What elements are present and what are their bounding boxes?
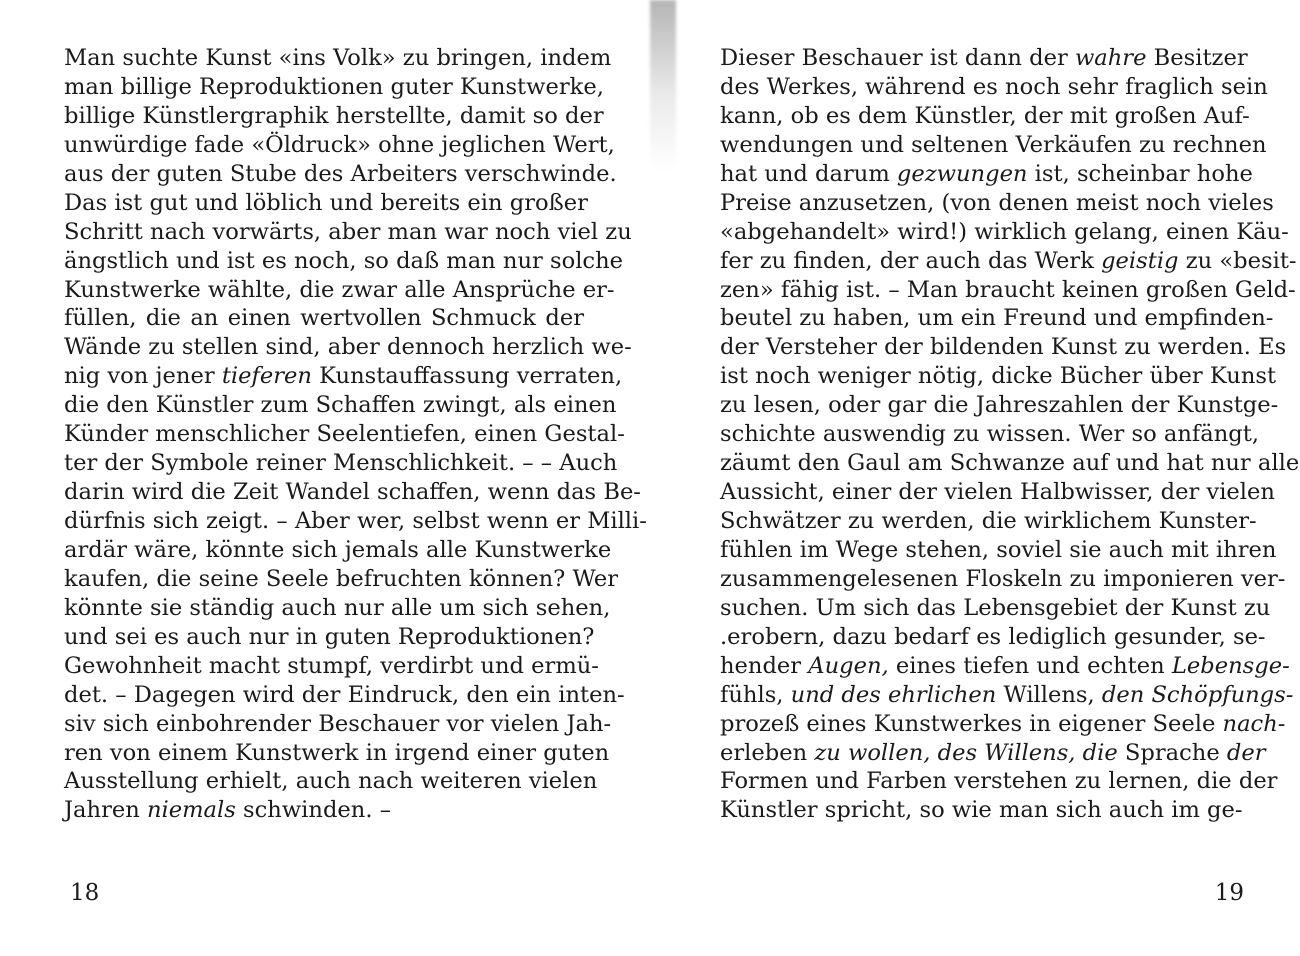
text-line xyxy=(64,304,584,333)
text-line xyxy=(64,391,617,420)
text-line xyxy=(720,449,1300,478)
text-line xyxy=(720,391,1279,420)
italic-run: niemals xyxy=(146,797,236,824)
text-run: Man suchte Kunst «ins Volk» zu bringen, indem xyxy=(64,45,612,71)
text-line xyxy=(720,102,1250,131)
text-line xyxy=(64,623,595,652)
text-run: zäumt den Gaul am Schwanze auf und hat nur alle xyxy=(720,450,1300,477)
text-run: Kunstauffassung verraten, xyxy=(311,363,623,390)
text-run: man billige Reproduktionen guter Kunstwerke, xyxy=(64,73,604,100)
text-line xyxy=(64,44,612,73)
text-line xyxy=(64,767,598,796)
text-line xyxy=(64,420,625,449)
text-line xyxy=(720,304,1274,333)
italic-run: und des ehrlichen xyxy=(783,681,1004,708)
italic-run: tieferen xyxy=(221,363,312,390)
italic-run: wahre xyxy=(1074,45,1147,71)
text-run: könnte sie ständig auch nur alle um sich sehen, xyxy=(64,594,611,621)
text-run: Gewohnheit macht stumpf, verdirbt und ermü- xyxy=(64,652,599,679)
text-run: hender xyxy=(720,652,809,679)
text-line xyxy=(64,507,647,536)
italic-run: nach- xyxy=(1222,710,1286,737)
text-run: billige Künstlergraphik herstellte, damit so der xyxy=(64,102,604,129)
text-run: Ausstellung erhielt, auch nach weiteren vielen xyxy=(64,768,598,795)
text-run: Wände zu stellen sind, aber dennoch herzlich we- xyxy=(64,334,632,361)
text-line xyxy=(64,218,632,247)
text-run: Willens, xyxy=(1003,681,1095,708)
text-line xyxy=(64,102,604,131)
text-run: ängstlich und ist es noch, so daß man nur solche xyxy=(64,247,623,274)
text-line xyxy=(64,333,632,362)
italic-run: Augen, xyxy=(808,652,889,679)
text-line xyxy=(720,131,1267,160)
text-run: Das ist gut und löblich und bereits ein großer xyxy=(64,189,588,216)
text-run: Schwätzer zu werden, die wirklichem Kunster- xyxy=(720,508,1257,534)
text-line xyxy=(720,796,1242,825)
italic-run: Lebensge- xyxy=(1171,652,1290,679)
text-run: ardär wäre, könnte sich jemals alle Kunstwerke xyxy=(64,536,612,563)
text-run: fer zu finden, der auch das Werk xyxy=(720,247,1102,274)
text-run: der Versteher der bildenden Kunst zu werden. Es xyxy=(720,334,1287,361)
text-line xyxy=(720,276,1296,305)
text-run: aus der guten Stube des Arbeiters verschwinde. xyxy=(64,160,617,187)
text-run: beutel zu haben, um ein Freund und empfinden- xyxy=(720,305,1274,332)
text-run: die den Künstler zum Schaffen zwingt, als einen xyxy=(64,392,617,419)
text-run: schichte auswendig zu wissen. Wer so anfängt, xyxy=(720,421,1259,448)
text-line xyxy=(64,362,623,391)
left-page-number: 18 xyxy=(70,880,100,906)
text-line xyxy=(720,767,1278,796)
italic-run: zu wollen, des Willens, die xyxy=(807,739,1125,766)
text-line xyxy=(720,536,1277,565)
text-run: Künder menschlicher Seelentiefen, einen Gestal- xyxy=(64,421,625,448)
text-line xyxy=(64,73,604,102)
text-run: zu «besit- xyxy=(1178,247,1297,274)
text-run: Aussicht, einer der vielen Halbwisser, der vielen xyxy=(720,479,1275,506)
text-run: unwürdige fade «Öldruck» ohne jeglichen Wert, xyxy=(64,131,615,158)
text-run: suchen. Um sich das Lebensgebiet der Kunst zu xyxy=(720,594,1271,621)
text-line xyxy=(64,652,599,681)
text-line xyxy=(720,218,1289,247)
text-run: kaufen, die seine Seele befruchten können? Wer xyxy=(64,565,618,592)
text-run: wendungen und seltenen Verkäufen zu rechnen xyxy=(720,131,1267,158)
text-line xyxy=(720,478,1275,507)
text-line xyxy=(64,449,618,478)
text-line xyxy=(64,131,615,160)
text-line xyxy=(64,681,625,710)
gutter-shadow xyxy=(650,0,676,170)
text-line xyxy=(720,333,1287,362)
text-run: Formen und Farben verstehen zu lernen, die der xyxy=(720,768,1278,795)
text-run: und sei es auch nur in guten Reproduktionen? xyxy=(64,623,595,650)
text-run: Dieser Beschauer ist dann der xyxy=(720,45,1075,71)
text-run: fühls, xyxy=(720,681,784,708)
text-line xyxy=(720,652,1290,681)
text-line xyxy=(720,160,1253,189)
text-run: eines tiefen und echten xyxy=(888,652,1172,679)
text-run: det. – Dagegen wird der Eindruck, den ein inten- xyxy=(64,681,625,708)
text-line xyxy=(720,739,1266,768)
text-run: ren von einem Kunstwerk in irgend einer guten xyxy=(64,739,610,766)
text-run: darin wird die Zeit Wandel schaffen, wenn das Be- xyxy=(64,479,641,506)
text-run: siv sich einbohrender Beschauer vor vielen Jah- xyxy=(64,710,612,737)
text-line xyxy=(64,594,611,623)
text-run: Besitzer xyxy=(1146,45,1248,71)
text-line xyxy=(64,247,623,276)
text-line xyxy=(720,681,1294,710)
text-line xyxy=(64,739,610,768)
text-line xyxy=(720,362,1277,391)
text-line xyxy=(64,276,615,305)
text-line xyxy=(720,565,1286,594)
right-page-number: 19 xyxy=(1214,880,1244,906)
text-run: Sprache xyxy=(1124,739,1220,766)
left-page-body-text xyxy=(64,44,647,825)
italic-run: der xyxy=(1219,739,1266,766)
text-line xyxy=(64,189,588,218)
text-run: schwinden. – xyxy=(235,797,392,824)
text-run: füllen, die an einen wertvollen Schmuck der xyxy=(64,305,584,332)
text-line xyxy=(720,420,1259,449)
text-line xyxy=(64,160,617,189)
text-run: ist noch weniger nötig, dicke Bücher über Kunst xyxy=(720,363,1277,390)
text-run: Künstler spricht, so wie man sich auch im ge- xyxy=(720,797,1243,824)
text-run: Jahren xyxy=(64,797,147,824)
right-page-body-text xyxy=(720,44,1300,825)
text-line xyxy=(64,565,618,594)
text-run: kann, ob es dem Künstler, der mit großen Auf- xyxy=(720,102,1250,129)
text-run: zen» fähig ist. – Man braucht keinen großen Geld- xyxy=(720,276,1296,303)
text-line xyxy=(720,594,1271,623)
text-run: zu lesen, oder gar die Jahreszahlen der Kunstge- xyxy=(720,392,1279,419)
italic-run: den Schöpfungs- xyxy=(1094,681,1294,708)
text-line xyxy=(720,710,1286,739)
text-run: zusammengelesenen Floskeln zu imponieren ver- xyxy=(720,565,1286,592)
text-run: erleben xyxy=(720,739,808,766)
text-line xyxy=(720,73,1268,102)
text-line xyxy=(64,710,612,739)
text-run: prozeß eines Kunstwerkes in eigener Seele xyxy=(720,710,1223,737)
text-line xyxy=(64,478,641,507)
text-run: fühlen im Wege stehen, soviel sie auch mit ihren xyxy=(720,536,1277,563)
text-line xyxy=(64,796,584,825)
text-run: hat und darum xyxy=(720,160,897,187)
text-line xyxy=(64,536,612,565)
text-run: des Werkes, während es noch sehr fraglich sein xyxy=(720,73,1268,100)
text-run: «abgehandelt» wird!) wirklich gelang, einen Käu- xyxy=(720,218,1289,245)
text-line xyxy=(720,623,1266,652)
text-run: Kunstwerke wählte, die zwar alle Ansprüche er- xyxy=(64,276,615,303)
text-line xyxy=(720,44,1248,73)
right-page xyxy=(650,0,1300,956)
text-run: .erobern, dazu bedarf es lediglich gesunder, se- xyxy=(720,623,1266,650)
italic-run: geistig xyxy=(1101,247,1179,274)
italic-run: gezwungen xyxy=(896,160,1028,187)
text-line xyxy=(720,247,1297,276)
text-run: Preise anzusetzen, (von denen meist noch vieles xyxy=(720,189,1274,216)
text-run: ter der Symbole reiner Menschlichkeit. – – Auch xyxy=(64,450,618,477)
text-run: Schritt nach vorwärts, aber man war noch viel zu xyxy=(64,218,632,245)
text-run: dürfnis sich zeigt. – Aber wer, selbst wenn er Milli- xyxy=(64,508,647,534)
text-run: nig von jener xyxy=(64,363,222,390)
text-line xyxy=(720,507,1257,536)
text-line xyxy=(720,189,1274,218)
text-run: ist, scheinbar hohe xyxy=(1027,160,1253,187)
